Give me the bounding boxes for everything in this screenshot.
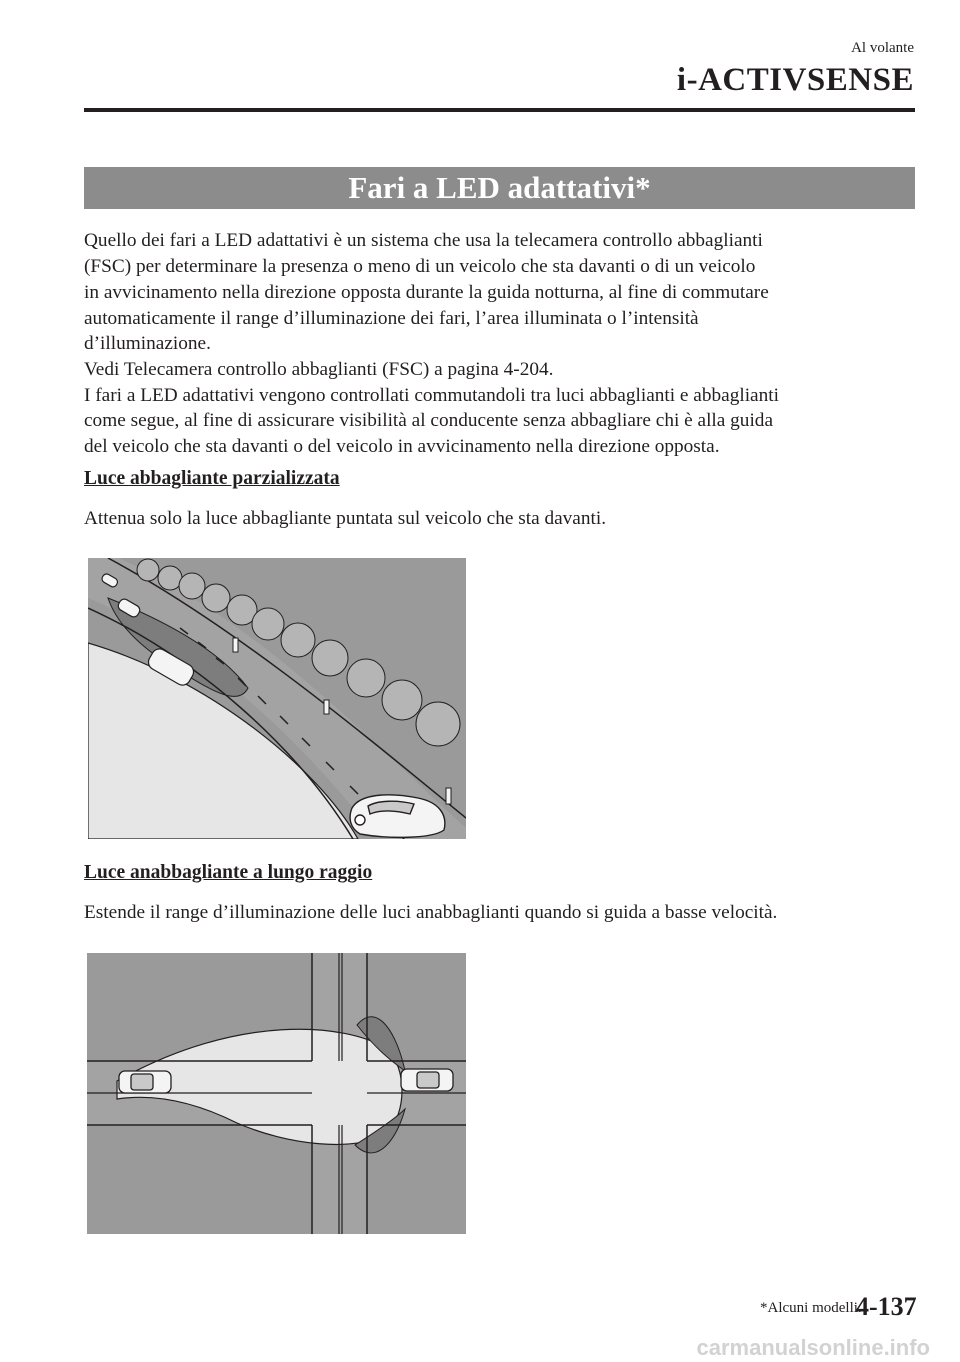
subheading-wide-low-beam: Luce anabbagliante a lungo raggio: [84, 862, 373, 883]
header-rule: [84, 108, 915, 112]
section1-description: Attenua solo la luce abbagliante puntata sul veicolo che sta davanti.: [84, 508, 607, 529]
intro-line: (FSC) per determinare la presenza o meno di un veicolo che sta davanti o di un veicolo: [84, 256, 756, 277]
footnote: *Alcuni modelli.: [760, 1300, 862, 1316]
own-car: [119, 1071, 171, 1093]
intro-line: in avvicinamento nella direzione opposta durante la guida notturna, al fine di commutare: [84, 282, 769, 303]
page-number: 4-137: [856, 1292, 917, 1321]
watermark: carmanualsonline.info: [696, 1335, 930, 1360]
intro-line: automaticamente il range d’illuminazione dei fari, l’area illuminata o l’intensità: [84, 308, 699, 329]
subheading-partial-high-beam: Luce abbagliante parzializzata: [84, 468, 340, 489]
intro-line: Quello dei fari a LED adattativi è un sistema che usa la telecamera controllo abbaglianti: [84, 230, 763, 251]
header-chapter-title: i-ACTIVSENSE: [676, 62, 914, 98]
wide-low-beam-illustration: [87, 953, 466, 1234]
intro-line: d’illuminazione.: [84, 333, 211, 354]
section2-description: Estende il range d’illuminazione delle luci anabbaglianti quando si guida a basse velocità.: [84, 902, 778, 923]
cross-reference-line: Vedi Telecamera controllo abbaglianti (FSC) a pagina 4-204.: [84, 359, 554, 380]
intro-line: come segue, al fine di assicurare visibilità al conducente senza abbagliare chi è alla guida: [84, 410, 774, 431]
oncoming-car: [401, 1069, 453, 1091]
header-section: Al volante: [851, 40, 914, 56]
intro-line: del veicolo che sta davanti o del veicolo in avvicinamento nella direzione opposta.: [84, 436, 720, 457]
intro-line: I fari a LED adattativi vengono controllati commutandoli tra luci abbaglianti e abbaglianti: [84, 385, 779, 406]
section-banner: Fari a LED adattativi*: [84, 167, 915, 209]
partial-high-beam-illustration: [88, 558, 466, 839]
